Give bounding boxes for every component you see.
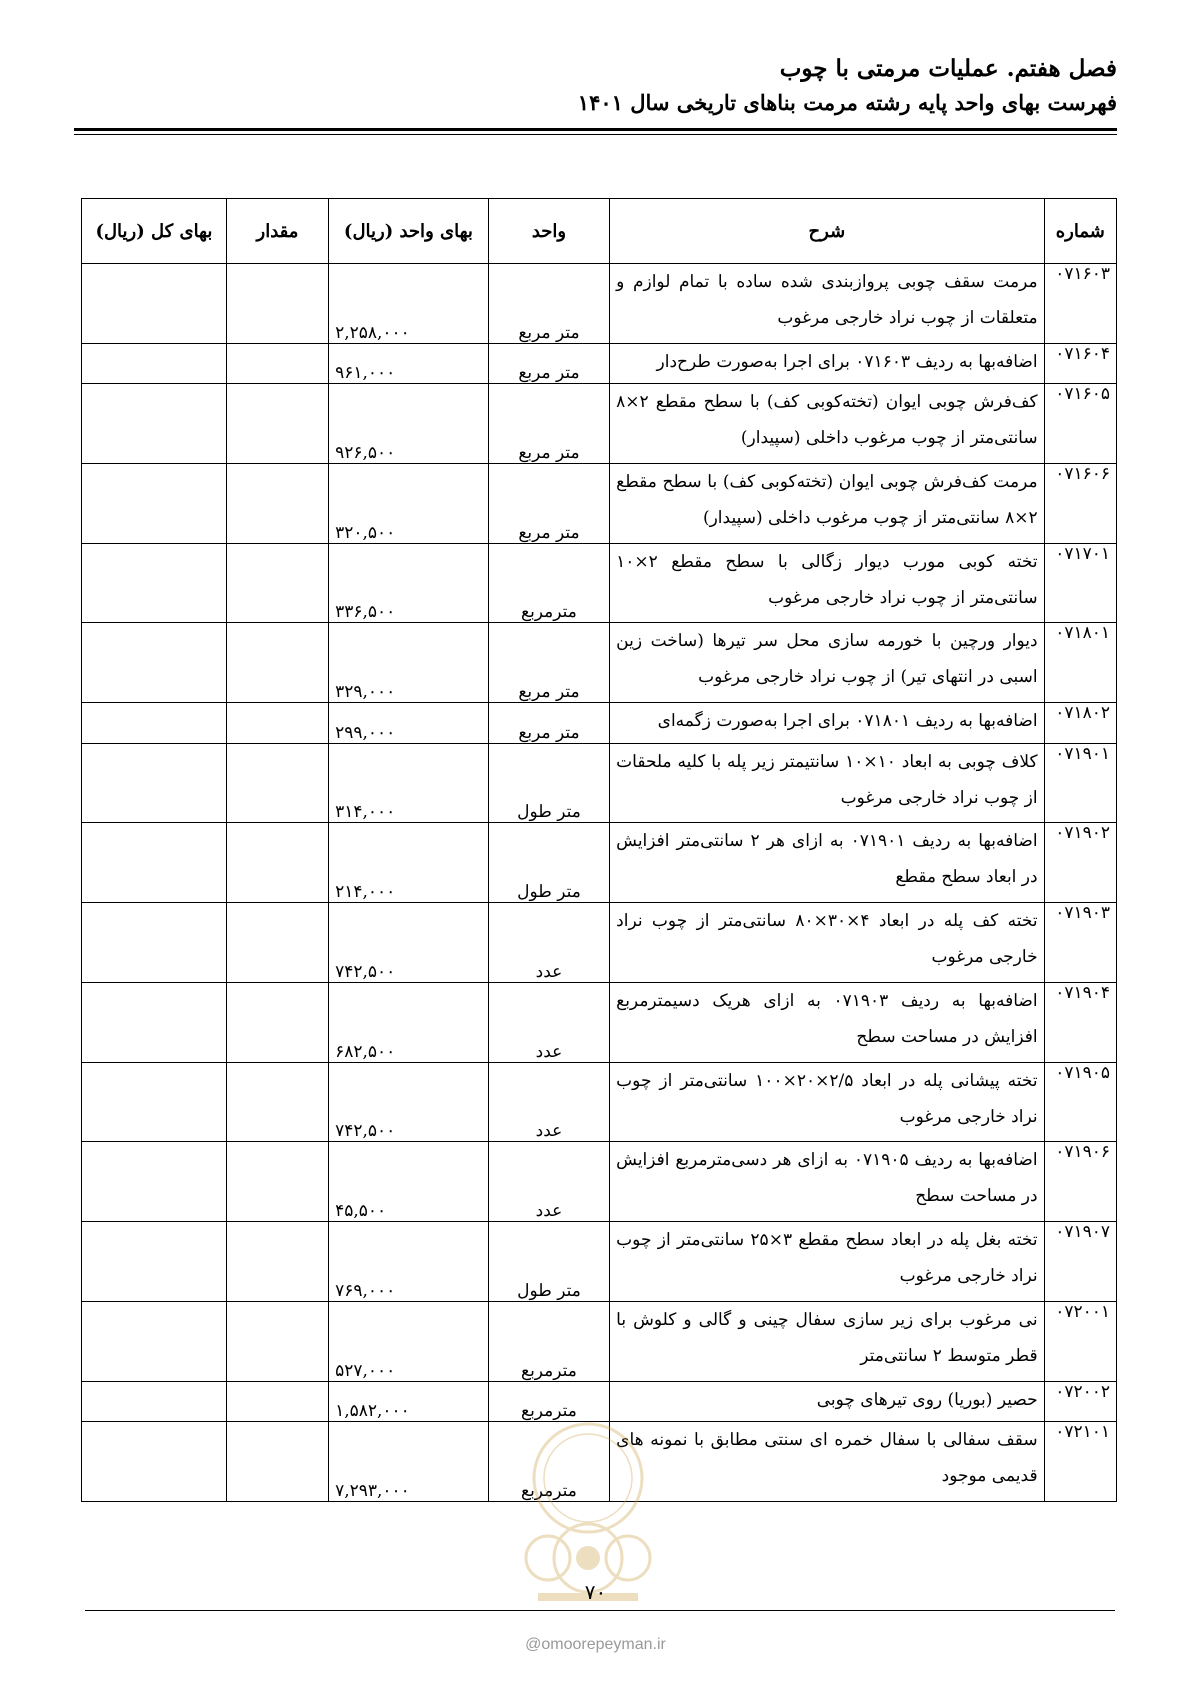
- row-total-price: [82, 543, 227, 623]
- row-total-price: [82, 982, 227, 1062]
- page-number: ۷۰: [584, 1580, 607, 1604]
- table-row: [82, 1142, 1117, 1222]
- row-code: ۰۷۱۶۰۳: [1044, 264, 1116, 344]
- row-code: ۰۷۱۹۰۳: [1044, 903, 1116, 983]
- page-header: [77, 52, 1117, 120]
- row-description: مرمت سقف چوبی پروازبندی شده ساده با تمام لوازم و متعلقات از چوب نراد خارجی مرغوب: [610, 264, 1044, 344]
- row-unit: مترمربع: [488, 1422, 609, 1502]
- row-code: ۰۷۱۹۰۷: [1044, 1222, 1116, 1302]
- row-description: مرمت کف‌فرش چوبی ایوان (تخته‌کوبی کف) با سطح مقطع ۲×۸ سانتی‌متر از چوب مرغوب داخلی (سپیدار): [610, 463, 1044, 543]
- row-unit-price: ۶۸۲,۵۰۰: [329, 982, 489, 1062]
- row-unit: مترمربع: [488, 1381, 609, 1421]
- row-description: دیوار ورچین با خورمه سازی محل سر تیرها (ساخت زین اسبی در انتهای تیر) از چوب نراد خارجی مرغوب: [610, 623, 1044, 703]
- row-quantity: [226, 1301, 328, 1381]
- row-description: اضافه‌بها به ردیف ۰۷۱۸۰۱ برای اجرا به‌صورت زگمه‌ای: [610, 703, 1044, 743]
- table-header-row: [82, 199, 1117, 264]
- row-unit-price: ۷۶۹,۰۰۰: [329, 1222, 489, 1302]
- row-total-price: [82, 1222, 227, 1302]
- row-unit-price: ۲,۲۵۸,۰۰۰: [329, 264, 489, 344]
- row-unit: عدد: [488, 982, 609, 1062]
- row-description: کلاف چوبی به ابعاد ۱۰×۱۰ سانتیمتر زیر پله با کلیه ملحقات از چوب نراد خارجی مرغوب: [610, 743, 1044, 823]
- row-unit-price: ۲۹۹,۰۰۰: [329, 703, 489, 743]
- row-quantity: [226, 823, 328, 903]
- table-row: [82, 343, 1117, 383]
- row-unit-price: ۹۲۶,۵۰۰: [329, 384, 489, 464]
- row-code: ۰۷۲۰۰۲: [1044, 1381, 1116, 1421]
- row-unit-price: ۳۳۶,۵۰۰: [329, 543, 489, 623]
- row-unit: مترمربع: [488, 1301, 609, 1381]
- row-total-price: [82, 384, 227, 464]
- row-total-price: [82, 623, 227, 703]
- table-row: [82, 264, 1117, 344]
- row-code: ۰۷۱۹۰۱: [1044, 743, 1116, 823]
- row-unit-price: ۳۲۹,۰۰۰: [329, 623, 489, 703]
- footer-rule: [85, 1610, 1115, 1611]
- row-description: حصیر (بوریا) روی تیرهای چوبی: [610, 1381, 1044, 1421]
- row-total-price: [82, 1062, 227, 1142]
- row-quantity: [226, 343, 328, 383]
- row-unit: عدد: [488, 1062, 609, 1142]
- table-row: [82, 823, 1117, 903]
- row-description: اضافه‌بها به ردیف ۰۷۱۹۰۵ به ازای هر دسی‌مترمربع افزایش در مساحت سطح: [610, 1142, 1044, 1222]
- row-unit: مترمربع: [488, 543, 609, 623]
- row-description: کف‌فرش چوبی ایوان (تخته‌کوبی کف) با سطح مقطع ۲×۸ سانتی‌متر از چوب مرغوب داخلی (سپیدار): [610, 384, 1044, 464]
- row-description: تخته کوبی مورب دیوار زگالی با سطح مقطع ۲×۱۰ سانتی‌متر از چوب نراد خارجی مرغوب: [610, 543, 1044, 623]
- row-quantity: [226, 384, 328, 464]
- table-row: [82, 463, 1117, 543]
- row-total-price: [82, 823, 227, 903]
- row-total-price: [82, 743, 227, 823]
- row-quantity: [226, 1422, 328, 1502]
- table-row: [82, 703, 1117, 743]
- table-row: [82, 1381, 1117, 1421]
- row-code: ۰۷۱۸۰۲: [1044, 703, 1116, 743]
- row-unit: متر مربع: [488, 703, 609, 743]
- row-unit-price: ۷۴۲,۵۰۰: [329, 903, 489, 983]
- table-row: [82, 1062, 1117, 1142]
- row-quantity: [226, 903, 328, 983]
- row-unit: متر مربع: [488, 384, 609, 464]
- row-quantity: [226, 1381, 328, 1421]
- website-label: @omoorepeyman.ir: [525, 1636, 666, 1653]
- row-unit: متر طول: [488, 823, 609, 903]
- row-quantity: [226, 743, 328, 823]
- row-unit: عدد: [488, 903, 609, 983]
- row-unit-price: ۷,۲۹۳,۰۰۰: [329, 1422, 489, 1502]
- row-total-price: [82, 264, 227, 344]
- row-quantity: [226, 1222, 328, 1302]
- table-row: [82, 1301, 1117, 1381]
- row-quantity: [226, 703, 328, 743]
- header-number: شماره: [1044, 199, 1116, 264]
- table-row: [82, 384, 1117, 464]
- row-total-price: [82, 1381, 227, 1421]
- table-row: [82, 982, 1117, 1062]
- row-code: ۰۷۲۱۰۱: [1044, 1422, 1116, 1502]
- row-total-price: [82, 463, 227, 543]
- row-unit: عدد: [488, 1142, 609, 1222]
- header-rule-thin: [74, 134, 1117, 135]
- row-quantity: [226, 982, 328, 1062]
- row-quantity: [226, 623, 328, 703]
- row-unit-price: ۳۱۴,۰۰۰: [329, 743, 489, 823]
- row-description: تخته بغل پله در ابعاد سطح مقطع ۳×۲۵ سانتی‌متر از چوب نراد خارجی مرغوب: [610, 1222, 1044, 1302]
- row-quantity: [226, 463, 328, 543]
- row-description: نی مرغوب برای زیر سازی سفال چینی و گالی و کلوش با قطر متوسط ۲ سانتی‌متر: [610, 1301, 1044, 1381]
- row-code: ۰۷۱۸۰۱: [1044, 623, 1116, 703]
- row-unit-price: ۷۴۲,۵۰۰: [329, 1062, 489, 1142]
- row-unit-price: ۳۲۰,۵۰۰: [329, 463, 489, 543]
- row-description: تخته پیشانی پله در ابعاد ۲/۵×۲۰×۱۰۰ سانتی‌متر از چوب نراد خارجی مرغوب: [610, 1062, 1044, 1142]
- row-description: اضافه‌بها به ردیف ۰۷۱۶۰۳ برای اجرا به‌صورت طرح‌دار: [610, 343, 1044, 383]
- row-unit-price: ۵۲۷,۰۰۰: [329, 1301, 489, 1381]
- row-unit-price: ۲۱۴,۰۰۰: [329, 823, 489, 903]
- row-code: ۰۷۱۹۰۵: [1044, 1062, 1116, 1142]
- chapter-title: فصل هفتم. عملیات مرمتی با چوب: [779, 55, 1117, 82]
- header-rule-thick: [74, 128, 1117, 131]
- row-code: ۰۷۱۶۰۵: [1044, 384, 1116, 464]
- row-unit: متر مربع: [488, 264, 609, 344]
- row-unit: متر مربع: [488, 623, 609, 703]
- row-quantity: [226, 264, 328, 344]
- row-total-price: [82, 903, 227, 983]
- row-code: ۰۷۱۹۰۶: [1044, 1142, 1116, 1222]
- row-unit: متر طول: [488, 1222, 609, 1302]
- header-quantity: مقدار: [226, 199, 328, 264]
- row-quantity: [226, 1142, 328, 1222]
- row-description: سقف سفالی با سفال خمره ای سنتی مطابق با نمونه های قدیمی موجود: [610, 1422, 1044, 1502]
- table-row: [82, 743, 1117, 823]
- price-list-title: فهرست بهای واحد پایه رشته مرمت بناهای تاریخی سال ۱۴۰۱: [577, 90, 1117, 115]
- row-quantity: [226, 543, 328, 623]
- header-unit: واحد: [488, 199, 609, 264]
- row-code: ۰۷۱۷۰۱: [1044, 543, 1116, 623]
- table-row: [82, 1222, 1117, 1302]
- row-unit: متر طول: [488, 743, 609, 823]
- header-total: بهای کل (ریال): [82, 199, 227, 264]
- row-description: تخته کف پله در ابعاد ۴×۳۰×۸۰ سانتی‌متر از چوب نراد خارجی مرغوب: [610, 903, 1044, 983]
- header-description: شرح: [610, 199, 1044, 264]
- row-unit: متر مربع: [488, 343, 609, 383]
- row-code: ۰۷۱۹۰۴: [1044, 982, 1116, 1062]
- row-code: ۰۷۱۶۰۶: [1044, 463, 1116, 543]
- table-row: [82, 903, 1117, 983]
- row-code: ۰۷۱۶۰۴: [1044, 343, 1116, 383]
- row-quantity: [226, 1062, 328, 1142]
- row-description: اضافه‌بها به ردیف ۰۷۱۹۰۱ به ازای هر ۲ سانتی‌متر افزایش در ابعاد سطح مقطع: [610, 823, 1044, 903]
- row-total-price: [82, 1301, 227, 1381]
- row-unit-price: ۹۶۱,۰۰۰: [329, 343, 489, 383]
- table-row: [82, 543, 1117, 623]
- row-total-price: [82, 1422, 227, 1502]
- row-description: اضافه‌بها به ردیف ۰۷۱۹۰۳ به ازای هریک دسیمترمربع افزایش در مساحت سطح: [610, 982, 1044, 1062]
- row-code: ۰۷۲۰۰۱: [1044, 1301, 1116, 1381]
- row-unit-price: ۴۵,۵۰۰: [329, 1142, 489, 1222]
- price-table: [81, 198, 1117, 1502]
- header-unit-price: بهای واحد (ریال): [329, 199, 489, 264]
- row-total-price: [82, 703, 227, 743]
- row-total-price: [82, 1142, 227, 1222]
- row-unit-price: ۱,۵۸۲,۰۰۰: [329, 1381, 489, 1421]
- table-row: [82, 623, 1117, 703]
- row-total-price: [82, 343, 227, 383]
- row-code: ۰۷۱۹۰۲: [1044, 823, 1116, 903]
- row-unit: متر مربع: [488, 463, 609, 543]
